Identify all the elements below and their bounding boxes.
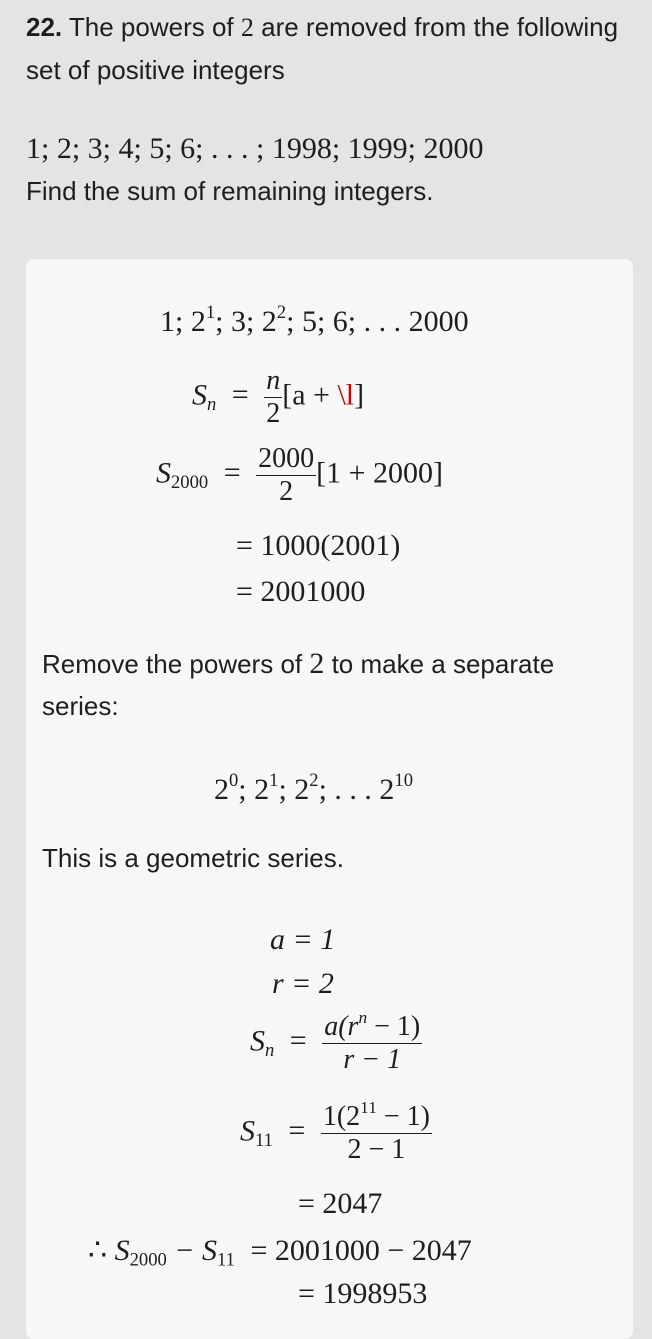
red-latex-artifact: \l [337, 378, 355, 412]
question-text-part2: are removed from the following set of positive integers [26, 12, 619, 85]
s2000-formula: $S_{2000}$ = $\frac{2000}{2}$ [1 + 2000] [156, 443, 444, 507]
product-line: = 1000(2001) [236, 529, 401, 562]
geometric-sum-formula: $S_n$ = $\frac{a(r^n - 1)}{r - 1}$ [250, 1007, 421, 1075]
arithmetic-sum-formula: $S_n$ = $\frac{n}{2}$ [a + \l] [192, 365, 365, 429]
question-two: 2 [240, 13, 254, 42]
modified-list: 1; $2^1$; 3; $2^2$; 5; 6; . . . 2000 [160, 301, 469, 338]
final-difference-line: ∴ $S_{2000} - S_{11} = 2001000 - 2047$ [88, 1234, 472, 1271]
find-instruction: Find the sum of remaining integers. [26, 176, 434, 206]
total-line: = 2001000 [236, 575, 366, 608]
final-answer: = 1998953 [298, 1277, 428, 1310]
s11-formula: $S_{11}$ = $\frac{1(2^{11} - 1)}{2 - 1}$ [240, 1097, 430, 1165]
question-text-part1: The powers of [62, 12, 241, 42]
integer-sequence: 1; 2; 3; 4; 5; 6; . . . ; 1998; 1999; 2000 [26, 132, 484, 165]
r-value-line: r = 2 [272, 967, 334, 1000]
a-value-line: a = 1 [270, 923, 336, 956]
remove-powers-text: Remove the powers of 2 to make a separate series: [42, 647, 555, 721]
question-text [26, 6, 626, 92]
question-number: 22. [26, 12, 63, 42]
geometric-series-text: This is a geometric series. [42, 843, 344, 873]
s11-value-line: = 2047 [298, 1187, 383, 1220]
solution-card [26, 259, 633, 1339]
powers-of-two-series: $2^0$; $2^1$; $2^2$; . . . $2^{10}$ [214, 769, 414, 806]
